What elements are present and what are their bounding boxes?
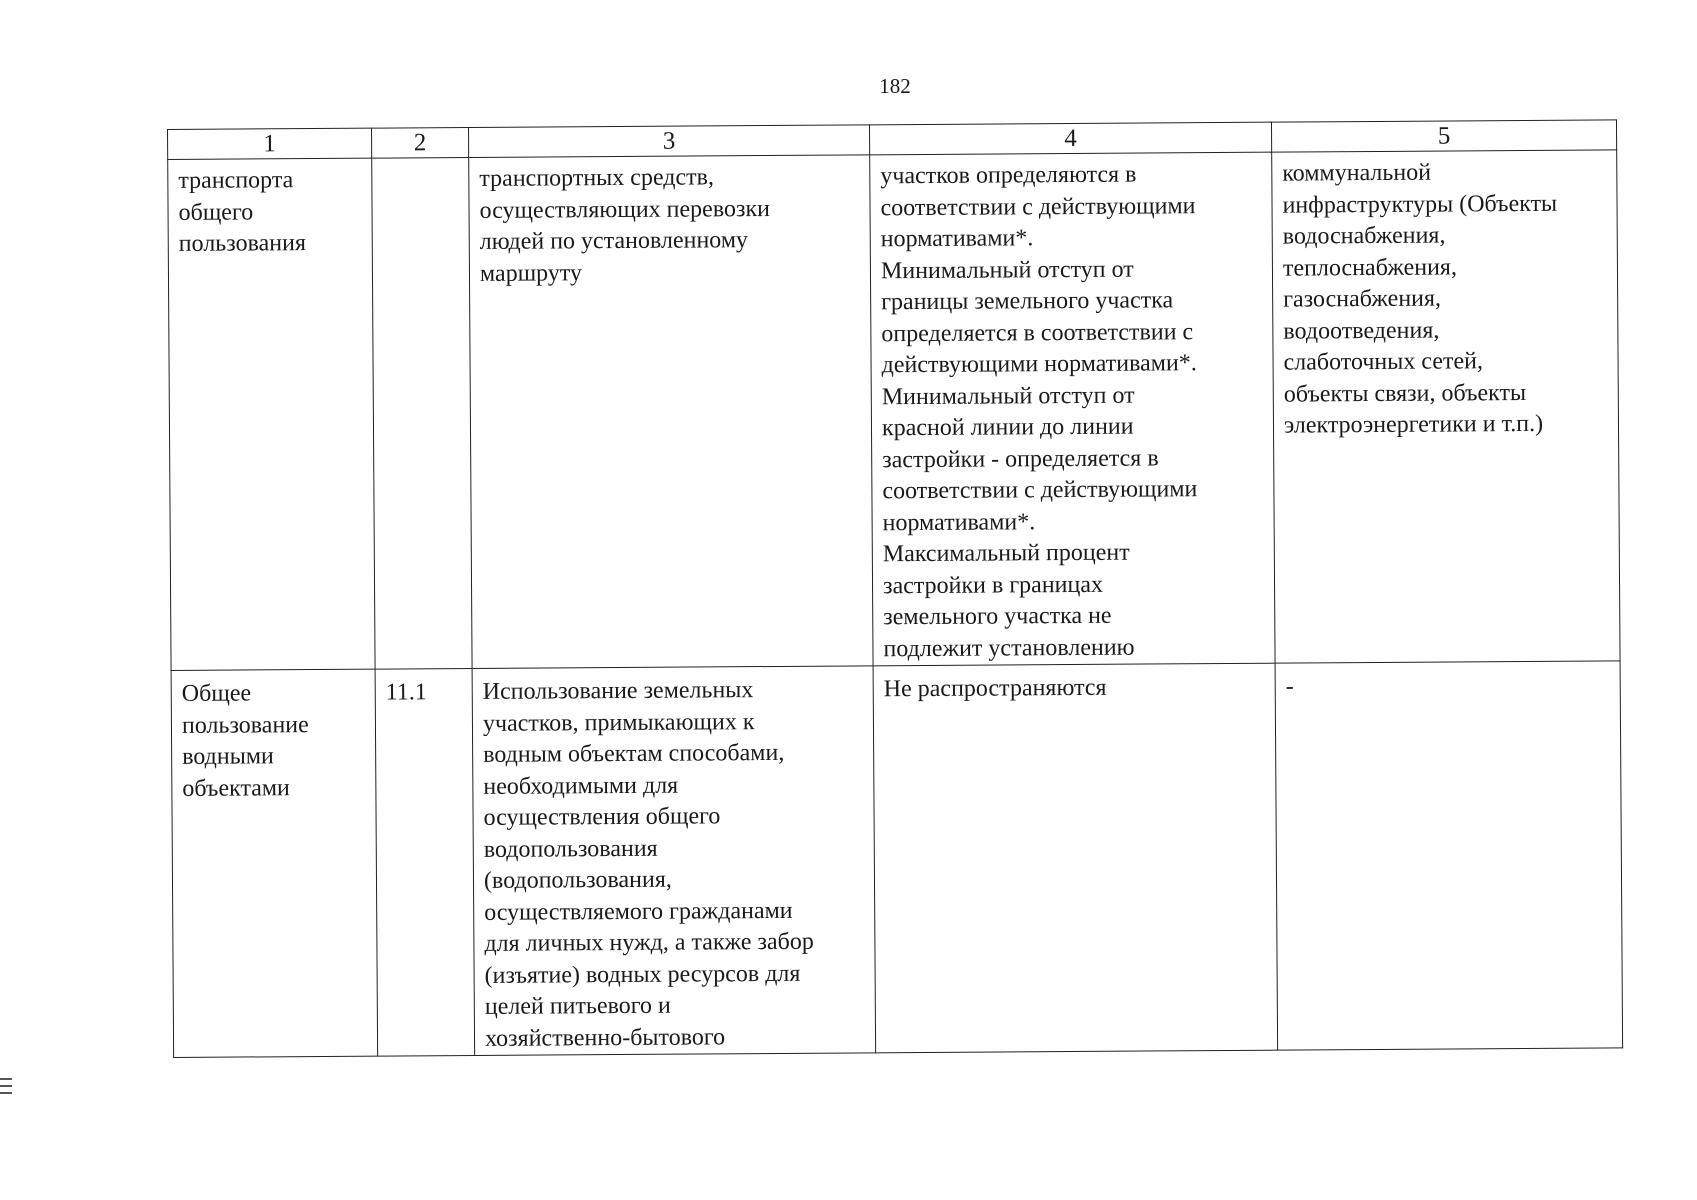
code-cell bbox=[372, 157, 472, 669]
margin-mark bbox=[0, 1078, 12, 1080]
column-header-3: 3 bbox=[468, 125, 869, 158]
margin-mark bbox=[0, 1085, 12, 1087]
land-use-type-cell: транспорта общего пользования bbox=[168, 158, 375, 670]
table-row bbox=[168, 150, 1620, 671]
margin-mark bbox=[0, 1092, 12, 1094]
zoning-table bbox=[167, 119, 1623, 1058]
column-header-2: 2 bbox=[371, 128, 468, 159]
column-header-1: 1 bbox=[168, 128, 372, 159]
parameters-cell: участков определяются в соответствии с действующими нормативами*. Минимальный отступ от границы земельного участка определяется в соответствии с действующими нормативами*. Минимальный отступ от красной линии до линии застройки - определяется в соответствии с действующими нормативами*. Максимальный процент застройки в границах земельного участка не подлежит установлению bbox=[870, 152, 1275, 666]
column-header-4: 4 bbox=[869, 122, 1271, 155]
column-header-5: 5 bbox=[1271, 120, 1616, 152]
description-cell: транспортных средств, осуществляющих перевозки людей по установленному маршруту bbox=[469, 155, 873, 669]
auxiliary-uses-cell: коммунальной инфраструктуры (Объекты водоснабжения, теплоснабжения, газоснабжения, водоотведения, слаботочных сетей, объекты связи, объекты электроэнергетики и т.п.) bbox=[1272, 150, 1620, 663]
auxiliary-uses-cell: - bbox=[1275, 661, 1623, 1050]
parameters-cell: Не распространяются bbox=[873, 663, 1278, 1053]
page-number: 182 bbox=[879, 74, 911, 98]
table-row bbox=[171, 661, 1623, 1058]
description-cell: Использование земельных участков, примыкающих к водным объектам способами, необходимыми для осуществления общего водопользования (водопользования, осуществляемого гражданами для личных нужд, а также забор (изъятие) водных ресурсов для целей питьевого и хозяйственно-бытового bbox=[472, 666, 876, 1056]
land-use-type-cell: Общее пользование водными объектами bbox=[171, 669, 378, 1057]
code-cell: 11.1 bbox=[375, 668, 475, 1056]
